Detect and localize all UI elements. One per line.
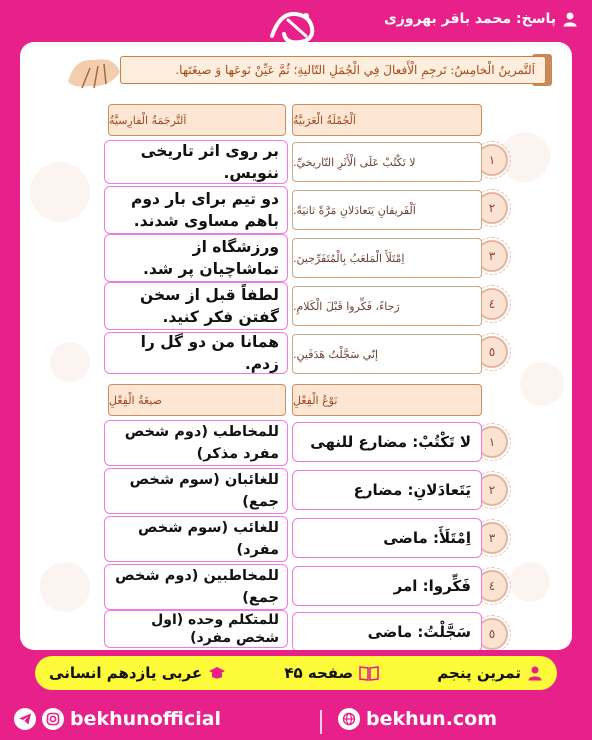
user-icon xyxy=(562,11,578,27)
answer-label: پاسخ: محمد باقر بهروزی xyxy=(383,11,556,27)
verb-form: للمتکلم وحده (اول شخص مفرد) xyxy=(104,610,288,648)
row-number: ٥ xyxy=(476,618,508,650)
social-handle[interactable]: bekhunofficial xyxy=(70,708,222,730)
row-number: ١ xyxy=(476,426,508,458)
globe-icon[interactable] xyxy=(338,708,360,730)
book-label: عربی یازدهم انسانی xyxy=(49,664,203,682)
verb-type: یَتَعادَلانِ: مضارع xyxy=(292,470,482,510)
verb-form: للغائب (سوم شخص مفرد) xyxy=(104,516,288,562)
lesson-info-bar xyxy=(35,656,557,690)
footer xyxy=(0,706,592,736)
verb-type: لا تَكْتُبْ: مضارع للنهی xyxy=(292,422,482,462)
graduation-cap-icon xyxy=(208,665,226,681)
arabic-sentence: إنّي سَجَّلْتُ هَدَفَینِ. xyxy=(292,334,482,374)
row-number: ٤ xyxy=(476,288,508,320)
arabic-sentence: اِمْتَلَأَ الْمَلعَبُ بِالْمُتَفَرِّجینَ. xyxy=(292,238,482,278)
lesson-label: تمرین پنجم xyxy=(437,664,521,682)
verb-type: سَجَّلْتُ: ماضی xyxy=(292,612,482,650)
exercise-title-bar xyxy=(120,56,546,84)
exercise-title: اَلتَّمرینُ الْخامِسُ: تَرجِمِ الْأَفعالَ فِي الْجُمَلِ التّالیةِ؛ ثُمَّ عَیِّنْ نَوعَها وَ صیغَتَها. xyxy=(175,63,535,77)
brush-decoration-icon xyxy=(64,48,124,92)
verb-type: فَكِّروا: امر xyxy=(292,566,482,606)
persian-translation: همانا من دو گل را زدم. xyxy=(104,332,288,374)
row-number: ٢ xyxy=(476,474,508,506)
col-type-header: نَوْعُ الْفِعْلِ xyxy=(292,384,482,416)
verb-type: اِمْتَلَأَ: ماضی xyxy=(292,518,482,558)
verb-form: للمخاطب (دوم شخص مفرد مذکر) xyxy=(104,420,288,466)
row-number: ٢ xyxy=(476,192,508,224)
arabic-sentence: اَلْفَریقانِ یَتَعادَلانِ مَرَّةً ثانیَةً. xyxy=(292,190,482,230)
footer-divider xyxy=(320,710,322,734)
row-number: ٤ xyxy=(476,570,508,602)
col-persian-header: اَلتَّرجَمَةُ الْفارِسیَّةُ xyxy=(108,104,286,136)
arabic-sentence: رَجاءً، فَكِّروا قَبْلَ الْكَلامِ. xyxy=(292,286,482,326)
page-item xyxy=(284,664,379,682)
book-item xyxy=(49,664,226,682)
social-link[interactable] xyxy=(14,708,221,730)
persian-translation: لطفاً قبل از سخن گفتن فکر کنید. xyxy=(104,282,288,330)
page-label: صفحه ۴۵ xyxy=(284,664,354,682)
open-book-icon xyxy=(359,665,379,681)
user-icon xyxy=(527,665,543,681)
persian-translation: دو تیم برای بار دوم باهم مساوی شدند. xyxy=(104,186,288,234)
row-number: ١ xyxy=(476,144,508,176)
persian-translation: بر روی اثر تاریخی ننویس. xyxy=(104,140,288,184)
telegram-icon[interactable] xyxy=(14,708,36,730)
instagram-icon[interactable] xyxy=(42,708,64,730)
col-form-header: صیغَةُ الْفِعْلِ xyxy=(108,384,286,416)
website-link[interactable] xyxy=(338,708,497,730)
answer-author xyxy=(384,6,578,32)
row-number: ٣ xyxy=(476,522,508,554)
row-number: ٥ xyxy=(476,336,508,368)
website-url[interactable]: bekhun.com xyxy=(366,708,498,730)
worksheet xyxy=(20,42,572,650)
arabic-sentence: لا تَكْتُبْ عَلَی الْأَثَرِ التّاریخيِّ. xyxy=(292,142,482,182)
col-arabic-header: اَلْجُمْلَةُ الْعَرَبیَّةُ xyxy=(292,104,482,136)
verb-form: للغائبان (سوم شخص جمع) xyxy=(104,468,288,514)
persian-translation: ورزشگاه از تماشاچیان پر شد. xyxy=(104,234,288,282)
lesson-item xyxy=(437,664,543,682)
verb-form: للمخاطبین (دوم شخص جمع) xyxy=(104,564,288,610)
row-number: ٣ xyxy=(476,240,508,272)
